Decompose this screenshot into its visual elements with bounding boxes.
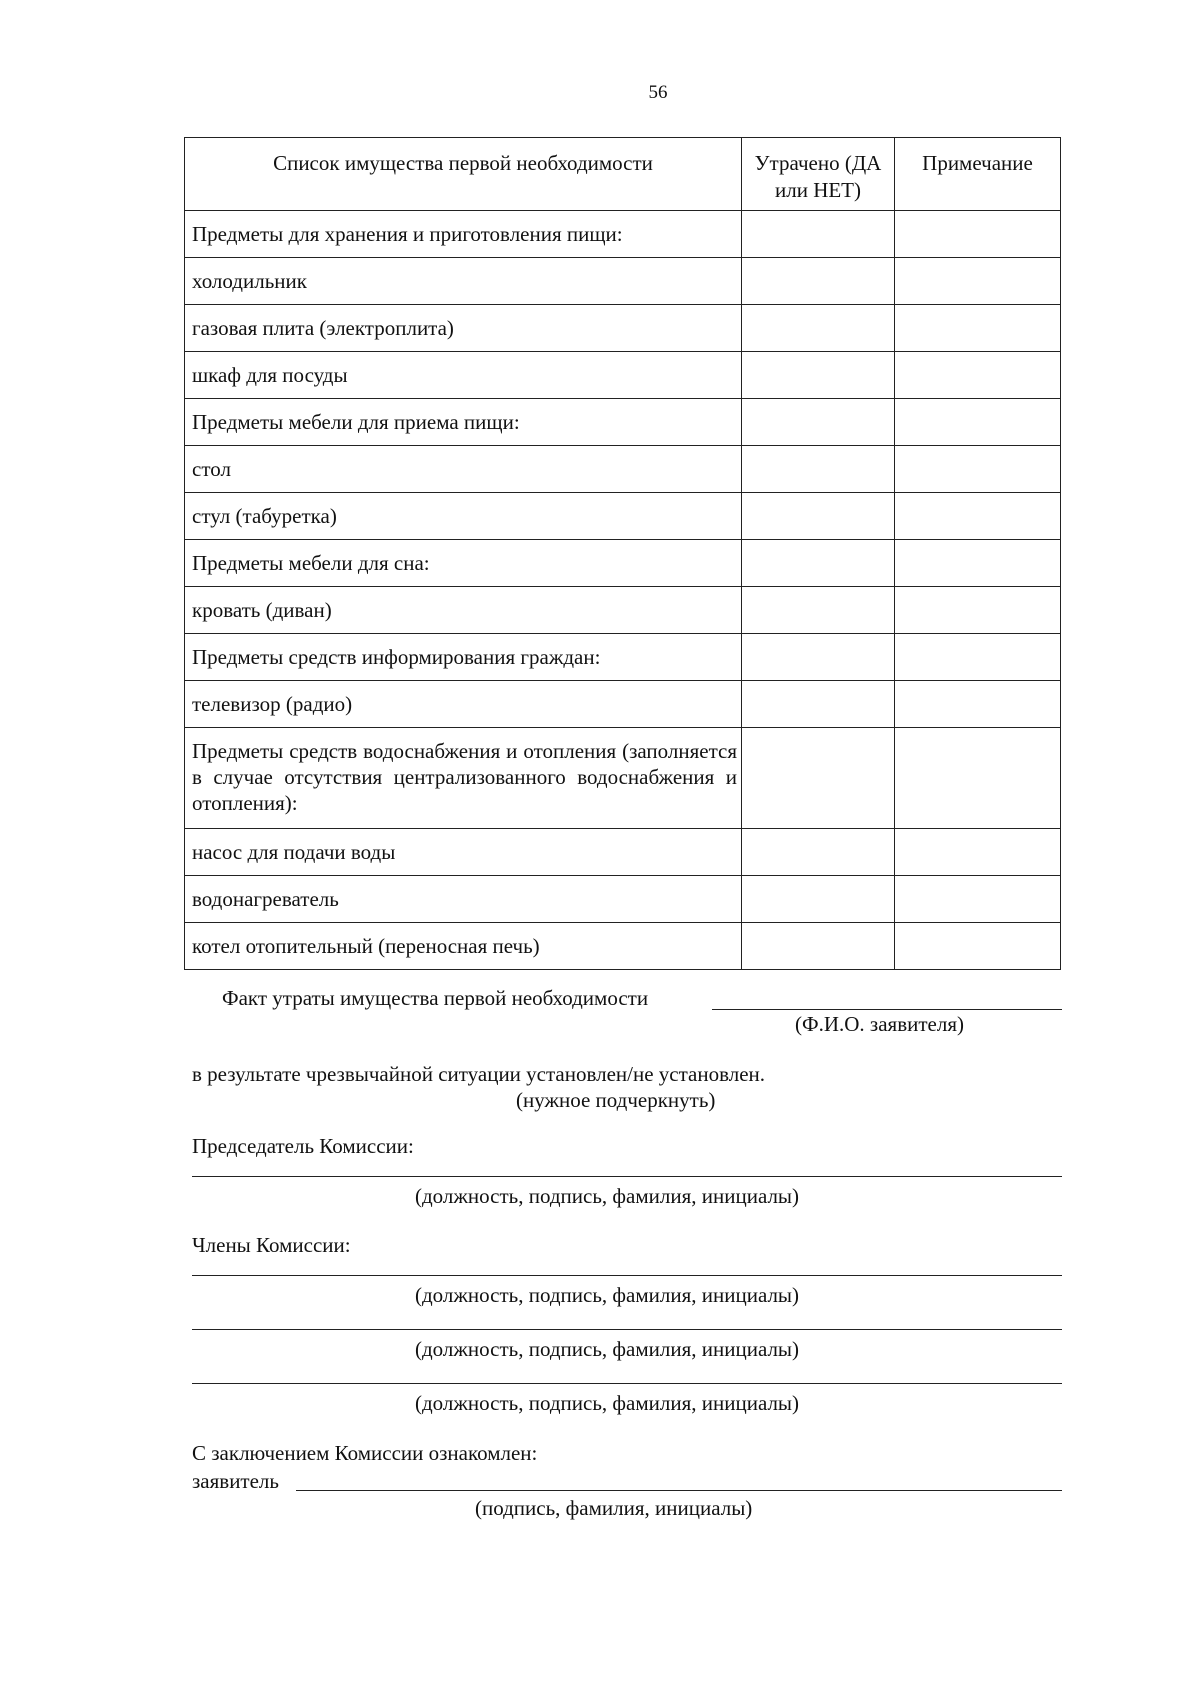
table-row	[185, 876, 1061, 923]
applicant-label: заявитель	[192, 1469, 279, 1493]
property-name-cell: котел отопительный (переносная печь)	[185, 923, 742, 970]
table-row	[185, 305, 1061, 352]
applicant-caption: (подпись, фамилия, инициалы)	[475, 1496, 753, 1520]
table-row	[185, 493, 1061, 540]
property-name-cell: Предметы для хранения и приготовления пищи:	[185, 211, 742, 258]
property-name-cell: стул (табуретка)	[185, 493, 742, 540]
member-signature-line-3[interactable]	[192, 1383, 1062, 1384]
fio-caption: (Ф.И.О. заявителя)	[795, 1012, 964, 1036]
table-row	[185, 728, 1061, 829]
note-cell[interactable]	[895, 829, 1061, 876]
lost-cell[interactable]	[742, 399, 895, 446]
header-lost: Утрачено (ДА или НЕТ)	[742, 138, 895, 211]
property-name-cell: телевизор (радио)	[185, 681, 742, 728]
table-row	[185, 587, 1061, 634]
lost-cell[interactable]	[742, 829, 895, 876]
note-cell[interactable]	[895, 211, 1061, 258]
member-caption-1: (должность, подпись, фамилия, инициалы)	[415, 1283, 800, 1307]
property-name-cell: Предметы мебели для сна:	[185, 540, 742, 587]
table-row	[185, 211, 1061, 258]
table-row	[185, 540, 1061, 587]
members-label: Члены Комиссии:	[192, 1233, 351, 1257]
lost-cell[interactable]	[742, 258, 895, 305]
property-name-cell: газовая плита (электроплита)	[185, 305, 742, 352]
applicant-fio-line[interactable]	[712, 1009, 1062, 1010]
property-name-cell: холодильник	[185, 258, 742, 305]
property-name-cell: шкаф для посуды	[185, 352, 742, 399]
note-cell[interactable]	[895, 681, 1061, 728]
table-row	[185, 681, 1061, 728]
member-signature-line-1[interactable]	[192, 1275, 1062, 1276]
note-cell[interactable]	[895, 352, 1061, 399]
note-cell[interactable]	[895, 634, 1061, 681]
property-table	[184, 137, 1061, 970]
lost-cell[interactable]	[742, 728, 895, 829]
lost-cell[interactable]	[742, 352, 895, 399]
applicant-signature-line[interactable]	[296, 1490, 1062, 1491]
result-text: в результате чрезвычайной ситуации установлен/не установлен.	[192, 1062, 766, 1086]
property-name-cell: Предметы мебели для приема пищи:	[185, 399, 742, 446]
table-row	[185, 399, 1061, 446]
lost-cell[interactable]	[742, 493, 895, 540]
table-header-row	[185, 138, 1061, 211]
lost-cell[interactable]	[742, 446, 895, 493]
property-name-cell: насос для подачи воды	[185, 829, 742, 876]
lost-cell[interactable]	[742, 876, 895, 923]
member-caption-3: (должность, подпись, фамилия, инициалы)	[415, 1391, 800, 1415]
fact-text: Факт утраты имущества первой необходимости	[222, 986, 649, 1010]
lost-cell[interactable]	[742, 211, 895, 258]
note-cell[interactable]	[895, 728, 1061, 829]
property-name-cell: Предметы средств водоснабжения и отопления (заполняется в случае отсутствия централизованного водоснабжения и отопления):	[185, 728, 742, 829]
note-cell[interactable]	[895, 493, 1061, 540]
lost-cell[interactable]	[742, 305, 895, 352]
property-name-cell: водонагреватель	[185, 876, 742, 923]
table-row	[185, 352, 1061, 399]
table-row	[185, 446, 1061, 493]
familiar-text: С заключением Комиссии ознакомлен:	[192, 1441, 538, 1465]
header-property-list: Список имущества первой необходимости	[185, 138, 742, 211]
underline-hint: (нужное подчеркнуть)	[516, 1088, 716, 1112]
table-row	[185, 923, 1061, 970]
note-cell[interactable]	[895, 587, 1061, 634]
property-name-cell: Предметы средств информирования граждан:	[185, 634, 742, 681]
table-row	[185, 634, 1061, 681]
table-row	[185, 829, 1061, 876]
page-number: 56	[648, 82, 668, 103]
chairman-label: Председатель Комиссии:	[192, 1134, 414, 1158]
note-cell[interactable]	[895, 399, 1061, 446]
note-cell[interactable]	[895, 305, 1061, 352]
lost-cell[interactable]	[742, 634, 895, 681]
member-caption-2: (должность, подпись, фамилия, инициалы)	[415, 1337, 800, 1361]
header-note: Примечание	[895, 138, 1061, 211]
lost-cell[interactable]	[742, 923, 895, 970]
property-name-cell: стол	[185, 446, 742, 493]
member-signature-line-2[interactable]	[192, 1329, 1062, 1330]
lost-cell[interactable]	[742, 681, 895, 728]
note-cell[interactable]	[895, 258, 1061, 305]
table-row	[185, 258, 1061, 305]
note-cell[interactable]	[895, 540, 1061, 587]
chairman-caption: (должность, подпись, фамилия, инициалы)	[415, 1184, 800, 1208]
lost-cell[interactable]	[742, 587, 895, 634]
chairman-signature-line[interactable]	[192, 1176, 1062, 1177]
note-cell[interactable]	[895, 446, 1061, 493]
note-cell[interactable]	[895, 876, 1061, 923]
lost-cell[interactable]	[742, 540, 895, 587]
property-name-cell: кровать (диван)	[185, 587, 742, 634]
note-cell[interactable]	[895, 923, 1061, 970]
